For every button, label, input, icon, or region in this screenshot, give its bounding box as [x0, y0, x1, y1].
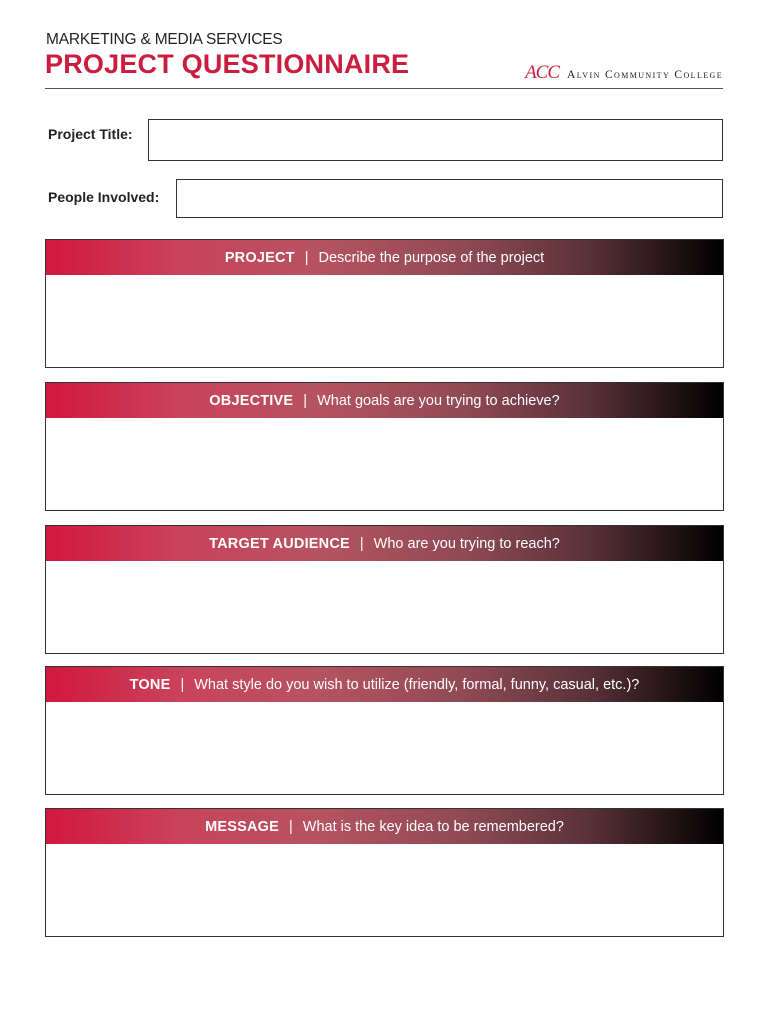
eyebrow-text: MARKETING & MEDIA SERVICES — [46, 31, 283, 48]
section-header — [46, 667, 723, 702]
people-involved-label: People Involved: — [48, 189, 160, 205]
section-heading: MESSAGE — [205, 818, 279, 835]
section-separator: | — [304, 249, 309, 266]
page-title: PROJECT QUESTIONNAIRE — [45, 49, 410, 79]
section-prompt: What goals are you trying to achieve? — [317, 392, 560, 409]
section-prompt: What is the key idea to be remembered? — [302, 818, 564, 835]
project-title-field[interactable] — [148, 119, 723, 161]
section-answer-area[interactable] — [46, 844, 723, 936]
section-heading: OBJECTIVE — [209, 392, 294, 409]
project-title-label: Project Title: — [48, 126, 133, 142]
section-heading: TONE — [129, 676, 171, 693]
people-involved-field[interactable] — [176, 179, 723, 218]
section-prompt: Describe the purpose of the project — [318, 249, 545, 266]
section-objective — [45, 382, 724, 511]
section-prompt: What style do you wish to utilize (friendly, formal, funny, casual, etc.)? — [194, 676, 640, 693]
section-tone — [45, 666, 724, 795]
section-prompt: Who are you trying to reach? — [373, 535, 560, 552]
section-header — [46, 383, 723, 418]
section-heading: TARGET AUDIENCE — [209, 535, 350, 552]
section-separator: | — [359, 535, 364, 552]
college-logo — [525, 62, 723, 84]
section-heading: PROJECT — [224, 249, 295, 266]
section-answer-area[interactable] — [46, 275, 723, 367]
section-header — [46, 526, 723, 561]
section-message — [45, 808, 724, 937]
section-header — [46, 240, 723, 275]
section-separator: | — [289, 818, 293, 835]
section-answer-area[interactable] — [46, 561, 723, 653]
section-answer-area[interactable] — [46, 418, 723, 510]
logo-name: Alvin Community College — [567, 69, 723, 81]
section-project — [45, 239, 724, 368]
section-answer-area[interactable] — [46, 702, 723, 794]
section-separator: | — [303, 392, 308, 409]
section-target-audience — [45, 525, 724, 654]
header-divider — [45, 88, 723, 89]
logo-mark: ACC — [525, 62, 560, 83]
section-header — [46, 809, 723, 844]
section-separator: | — [180, 676, 185, 693]
